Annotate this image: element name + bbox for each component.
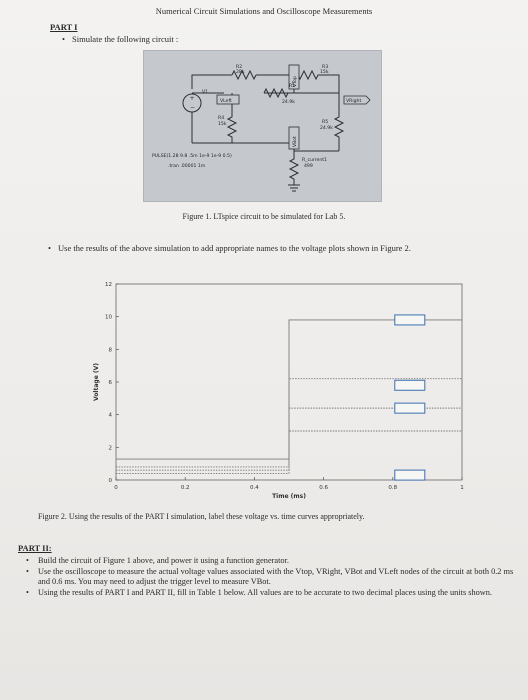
r4-value: 15k	[218, 122, 227, 127]
bullet-dot-icon: •	[26, 587, 29, 597]
part2-item-text: Use the oscilloscope to measure the actual voltage values associated with the Vtop, VRight, VBot and VLeft nodes of the circuit at both 0.2 ms and 0.6 ms. You may need to adjust the trigger level to measure VBot.	[38, 566, 514, 586]
r2-value: 28k	[236, 70, 245, 75]
r3-label: R3	[322, 65, 329, 70]
y-axis-label: Voltage (V)	[93, 363, 100, 401]
bullet-dot-icon: •	[48, 243, 51, 253]
label-box	[395, 403, 425, 413]
part2-item	[24, 588, 514, 599]
tran-directive: .tran .00001 1m	[168, 164, 206, 169]
part1-heading: PART I	[50, 22, 78, 32]
part2-item-text: Using the results of PART I and PART II, fill in Table 1 below. All values are to be accurate to two decimal places using the units shown.	[38, 587, 492, 597]
bullet-dot-icon: •	[26, 556, 29, 565]
part2-item	[24, 556, 514, 567]
r4-label: R4	[218, 116, 225, 121]
y-tick-label: 0	[108, 478, 112, 484]
x-tick-label: 0.2	[180, 485, 190, 491]
figure2-caption: Figure 2. Using the results of the PART I simulation, label these voltage vs. time curves appropriately.	[38, 512, 365, 521]
x-axis-label: Time (ms)	[272, 493, 306, 500]
page-header: Numerical Circuit Simulations and Oscilloscope Measurements	[155, 6, 373, 16]
v1-label: V1	[202, 90, 209, 95]
x-tick-label: 1	[460, 485, 464, 491]
vleft-label: VLeft	[220, 99, 232, 104]
pulse-directive: PULSE(1.28 9.8 .5m 1e-9 1e-9 0.5)	[152, 154, 232, 159]
label-box	[395, 315, 425, 325]
r1-value: 24.9k	[282, 100, 295, 105]
r3-value: 15k	[320, 70, 329, 75]
y-tick-label: 12	[105, 282, 112, 288]
bullet-dot-icon: •	[62, 34, 65, 44]
y-tick-label: 10	[105, 314, 112, 321]
rcurrent-value: 499	[304, 164, 313, 169]
y-tick-label: 4	[108, 412, 112, 419]
y-tick-label: 6	[108, 380, 112, 386]
figure2-chart	[80, 276, 500, 506]
r2-label: R2	[236, 65, 243, 70]
part1-bullet-2-text: Use the results of the above simulation to add appropriate names to the voltage plots shown in Figure 2.	[58, 243, 411, 253]
vtop-label: VTop	[293, 76, 298, 87]
vright-label: VRight	[346, 99, 362, 104]
label-box	[395, 380, 425, 390]
rcurrent-label: R_current1	[302, 158, 327, 163]
label-box	[395, 470, 425, 480]
x-tick-label: 0	[114, 485, 118, 491]
r5-value: 24.9k	[320, 126, 333, 131]
x-tick-label: 0.8	[388, 485, 398, 491]
bullet-dot-icon: •	[26, 566, 29, 576]
svg-text:+: +	[189, 95, 195, 102]
r1-label: R1	[289, 84, 296, 89]
part2-heading: PART II:	[18, 543, 52, 553]
r5-label: R5	[322, 120, 329, 125]
part1-bullet-1	[62, 34, 178, 45]
circuit-svg	[144, 51, 381, 201]
y-tick-label: 8	[108, 347, 112, 354]
vbot-label: VBot	[293, 136, 298, 147]
y-tick-label: 2	[108, 445, 112, 452]
figure1-caption: Figure 1. LTspice circuit to be simulated for Lab 5.	[182, 212, 346, 221]
x-tick-label: 0.6	[319, 485, 328, 491]
part2-list	[24, 556, 514, 598]
circuit-schematic	[143, 50, 382, 202]
x-tick-label: 0.4	[250, 485, 259, 491]
svg-text:−: −	[190, 104, 196, 111]
part1-bullet-1-text: Simulate the following circuit :	[72, 34, 179, 44]
part1-bullet-2	[48, 243, 411, 254]
chart-svg	[80, 276, 500, 506]
part2-item-text: Build the circuit of Figure 1 above, and power it using a function generator.	[38, 556, 289, 565]
part2-item	[24, 567, 514, 588]
